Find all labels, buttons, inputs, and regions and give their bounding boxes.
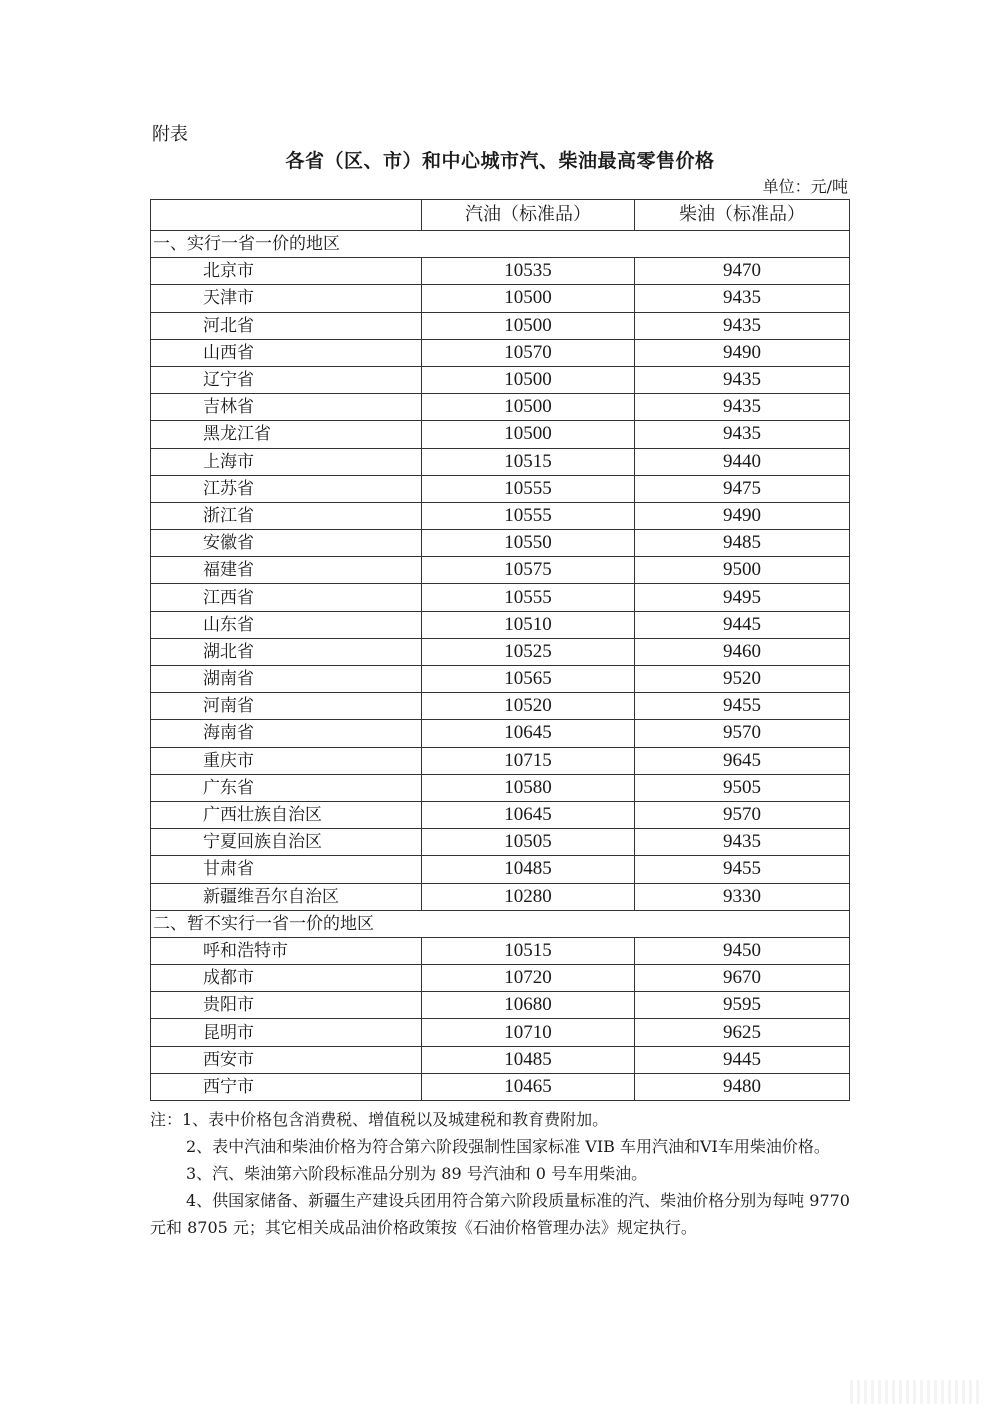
gasoline-price-cell: 10710 (422, 1019, 635, 1046)
diesel-price-cell: 9645 (635, 747, 850, 774)
diesel-price-cell: 9670 (635, 965, 850, 992)
diesel-price-cell: 9520 (635, 666, 850, 693)
gasoline-price-cell: 10580 (422, 774, 635, 801)
gasoline-price-cell: 10645 (422, 720, 635, 747)
diesel-price-cell: 9455 (635, 693, 850, 720)
diesel-price-cell: 9595 (635, 992, 850, 1019)
table-row (151, 285, 850, 312)
diesel-price-cell: 9625 (635, 1019, 850, 1046)
table-row (151, 856, 850, 883)
table-row (151, 1046, 850, 1073)
diesel-price-cell: 9570 (635, 720, 850, 747)
diesel-price-cell: 9435 (635, 421, 850, 448)
diesel-price-cell: 9480 (635, 1073, 850, 1100)
region-cell: 海南省 (151, 720, 422, 747)
region-cell: 辽宁省 (151, 366, 422, 393)
region-cell: 山东省 (151, 611, 422, 638)
header-region (151, 200, 422, 231)
region-cell: 福建省 (151, 557, 422, 584)
table-row (151, 937, 850, 964)
region-cell: 河北省 (151, 312, 422, 339)
attachment-label: 附表 (152, 124, 188, 145)
gasoline-price-cell: 10510 (422, 611, 635, 638)
table-row (151, 312, 850, 339)
gasoline-price-cell: 10565 (422, 666, 635, 693)
table-row (151, 421, 850, 448)
region-cell: 新疆维吾尔自治区 (151, 883, 422, 910)
diesel-price-cell: 9570 (635, 801, 850, 828)
table-row (151, 366, 850, 393)
diesel-price-cell: 9330 (635, 883, 850, 910)
gasoline-price-cell: 10515 (422, 448, 635, 475)
table-row (151, 693, 850, 720)
table-row (151, 448, 850, 475)
gasoline-price-cell: 10570 (422, 339, 635, 366)
gasoline-price-cell: 10500 (422, 366, 635, 393)
document-title: 各省（区、市）和中心城市汽、柴油最高零售价格 (285, 150, 715, 172)
table-row (151, 475, 850, 502)
diesel-price-cell: 9500 (635, 557, 850, 584)
region-cell: 广东省 (151, 774, 422, 801)
table-row (151, 720, 850, 747)
notes (150, 1106, 850, 1241)
region-cell: 昆明市 (151, 1019, 422, 1046)
region-cell: 西宁市 (151, 1073, 422, 1100)
gasoline-price-cell: 10485 (422, 856, 635, 883)
gasoline-price-cell: 10645 (422, 801, 635, 828)
gasoline-price-cell: 10555 (422, 502, 635, 529)
gasoline-price-cell: 10555 (422, 584, 635, 611)
region-cell: 吉林省 (151, 394, 422, 421)
region-cell: 成都市 (151, 965, 422, 992)
diesel-price-cell: 9435 (635, 285, 850, 312)
table-row (151, 829, 850, 856)
gasoline-price-cell: 10500 (422, 421, 635, 448)
diesel-price-cell: 9435 (635, 312, 850, 339)
table-row (151, 965, 850, 992)
region-cell: 江西省 (151, 584, 422, 611)
gasoline-price-cell: 10505 (422, 829, 635, 856)
table-row (151, 394, 850, 421)
gasoline-price-cell: 10520 (422, 693, 635, 720)
diesel-price-cell: 9450 (635, 937, 850, 964)
diesel-price-cell: 9460 (635, 638, 850, 665)
note-2: 2、表中汽油和柴油价格为符合第六阶段强制性国家标准 VIB 车用汽油和VI车用柴油价格。 (186, 1137, 830, 1156)
region-cell: 宁夏回族自治区 (151, 829, 422, 856)
table-row (151, 557, 850, 584)
gasoline-price-cell: 10465 (422, 1073, 635, 1100)
region-cell: 重庆市 (151, 747, 422, 774)
region-cell: 浙江省 (151, 502, 422, 529)
region-cell: 江苏省 (151, 475, 422, 502)
section-header-row (151, 910, 850, 937)
section-title: 二、暂不实行一省一价的地区 (151, 910, 850, 937)
gasoline-price-cell: 10715 (422, 747, 635, 774)
table-row (151, 611, 850, 638)
table-row (151, 258, 850, 285)
section-title: 一、实行一省一价的地区 (151, 231, 850, 258)
gasoline-price-cell: 10720 (422, 965, 635, 992)
region-cell: 天津市 (151, 285, 422, 312)
diesel-price-cell: 9445 (635, 1046, 850, 1073)
gasoline-price-cell: 10500 (422, 312, 635, 339)
region-cell: 西安市 (151, 1046, 422, 1073)
watermark (850, 1380, 980, 1404)
header-gasoline: 汽油（标准品） (422, 200, 635, 231)
diesel-price-cell: 9435 (635, 366, 850, 393)
note-4: 4、供国家储备、新疆生产建设兵团用符合第六阶段质量标准的汽、柴油价格分别为每吨 9770 元和 8705 元；其它相关成品油价格政策按《石油价格管理办法》规定执行。 (150, 1191, 850, 1237)
region-cell: 广西壮族自治区 (151, 801, 422, 828)
table-row (151, 666, 850, 693)
diesel-price-cell: 9505 (635, 774, 850, 801)
diesel-price-cell: 9485 (635, 530, 850, 557)
price-table (150, 199, 850, 1101)
region-cell: 上海市 (151, 448, 422, 475)
region-cell: 湖北省 (151, 638, 422, 665)
region-cell: 安徽省 (151, 530, 422, 557)
table-row (151, 883, 850, 910)
region-cell: 河南省 (151, 693, 422, 720)
table-row (151, 339, 850, 366)
gasoline-price-cell: 10535 (422, 258, 635, 285)
table-row (151, 992, 850, 1019)
unit-label: 单位：元/吨 (762, 177, 848, 196)
table-row (151, 747, 850, 774)
gasoline-price-cell: 10680 (422, 992, 635, 1019)
diesel-price-cell: 9440 (635, 448, 850, 475)
table-row (151, 638, 850, 665)
table-header-row (151, 200, 850, 231)
region-cell: 山西省 (151, 339, 422, 366)
table-row (151, 1019, 850, 1046)
diesel-price-cell: 9435 (635, 394, 850, 421)
gasoline-price-cell: 10500 (422, 394, 635, 421)
region-cell: 黑龙江省 (151, 421, 422, 448)
table-body (151, 231, 850, 1101)
gasoline-price-cell: 10500 (422, 285, 635, 312)
region-cell: 贵阳市 (151, 992, 422, 1019)
table-row (151, 584, 850, 611)
gasoline-price-cell: 10515 (422, 937, 635, 964)
diesel-price-cell: 9495 (635, 584, 850, 611)
section-header-row (151, 231, 850, 258)
region-cell: 甘肃省 (151, 856, 422, 883)
gasoline-price-cell: 10525 (422, 638, 635, 665)
diesel-price-cell: 9490 (635, 339, 850, 366)
region-cell: 呼和浩特市 (151, 937, 422, 964)
note-3: 3、汽、柴油第六阶段标准品分别为 89 号汽油和 0 号车用柴油。 (186, 1164, 648, 1183)
note-1: 注：1、表中价格包含消费税、增值税以及城建税和教育费附加。 (150, 1110, 609, 1129)
region-cell: 北京市 (151, 258, 422, 285)
gasoline-price-cell: 10575 (422, 557, 635, 584)
table-row (151, 774, 850, 801)
header-diesel: 柴油（标准品） (635, 200, 850, 231)
diesel-price-cell: 9470 (635, 258, 850, 285)
diesel-price-cell: 9435 (635, 829, 850, 856)
gasoline-price-cell: 10280 (422, 883, 635, 910)
gasoline-price-cell: 10550 (422, 530, 635, 557)
table-row (151, 502, 850, 529)
gasoline-price-cell: 10485 (422, 1046, 635, 1073)
diesel-price-cell: 9455 (635, 856, 850, 883)
region-cell: 湖南省 (151, 666, 422, 693)
diesel-price-cell: 9475 (635, 475, 850, 502)
diesel-price-cell: 9445 (635, 611, 850, 638)
table-row (151, 1073, 850, 1100)
table-row (151, 530, 850, 557)
table-row (151, 801, 850, 828)
gasoline-price-cell: 10555 (422, 475, 635, 502)
diesel-price-cell: 9490 (635, 502, 850, 529)
